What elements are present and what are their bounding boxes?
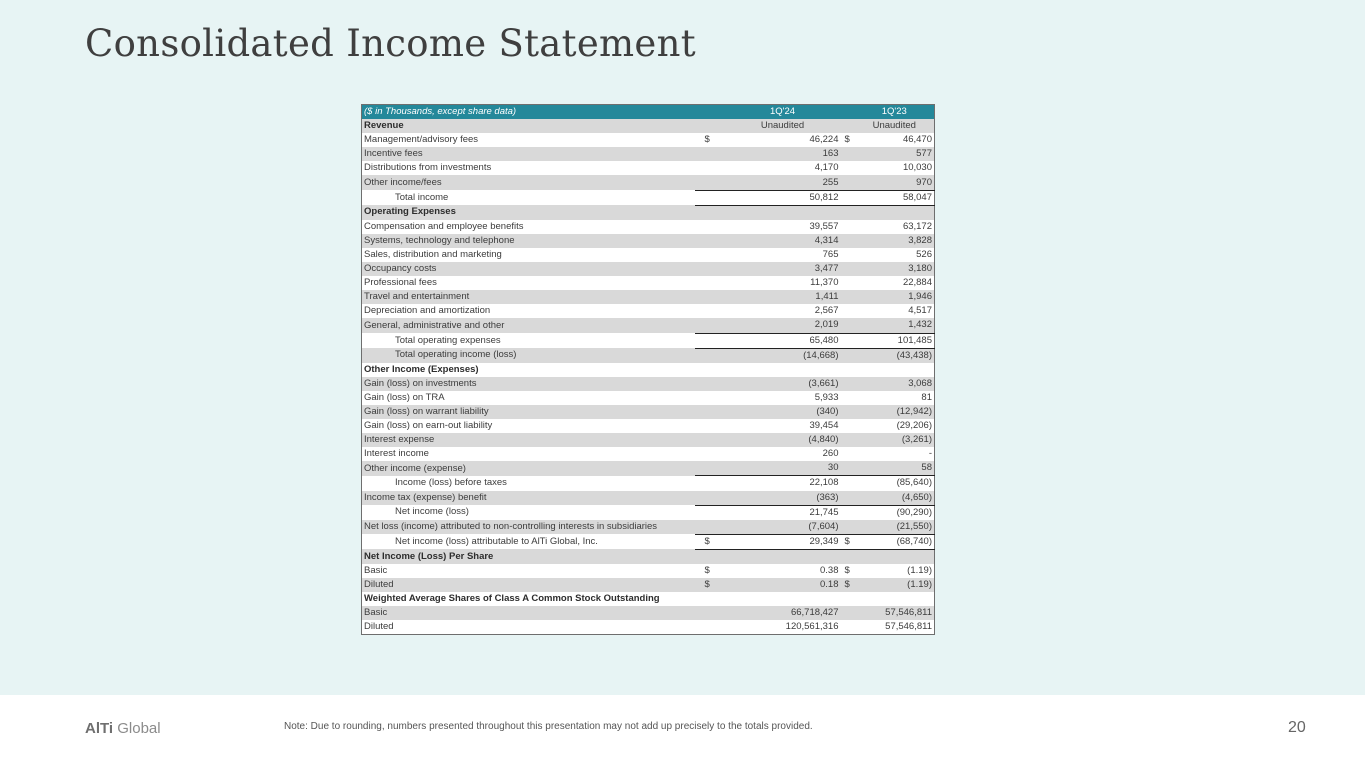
currency-symbol	[841, 147, 855, 161]
table-row	[362, 234, 935, 248]
currency-symbol	[695, 262, 725, 276]
currency-symbol	[841, 220, 855, 234]
currency-symbol	[841, 304, 855, 318]
value-1q24: (4,840)	[725, 433, 841, 447]
row-label: Gain (loss) on investments	[362, 377, 695, 391]
value-1q23: 46,470	[855, 133, 935, 147]
currency-symbol	[695, 333, 725, 348]
table-row	[362, 133, 935, 147]
currency-symbol	[695, 190, 725, 205]
value-1q23: (43,438)	[855, 348, 935, 363]
currency-symbol	[841, 391, 855, 405]
value-1q24: (3,661)	[725, 377, 841, 391]
currency-symbol	[695, 549, 725, 564]
row-label: Travel and entertainment	[362, 290, 695, 304]
value-1q23: 57,546,811	[855, 606, 935, 620]
brand-logo: AlTi Global	[85, 720, 161, 737]
table-row	[362, 276, 935, 290]
value-1q24: 2,567	[725, 304, 841, 318]
table-row	[362, 505, 935, 520]
section-header-row	[362, 205, 935, 220]
table-row	[362, 620, 935, 635]
currency-symbol	[695, 419, 725, 433]
value-1q23: (85,640)	[855, 476, 935, 491]
currency-symbol	[695, 234, 725, 248]
table-row	[362, 290, 935, 304]
table-row	[362, 304, 935, 318]
value-1q23	[855, 592, 935, 606]
table-row	[362, 461, 935, 476]
value-1q24: 4,314	[725, 234, 841, 248]
value-1q24: Unaudited	[725, 119, 841, 133]
value-1q23: 1,946	[855, 290, 935, 304]
value-1q24: 39,557	[725, 220, 841, 234]
currency-symbol	[841, 377, 855, 391]
value-1q24: 5,933	[725, 391, 841, 405]
row-label: Income (loss) before taxes	[362, 476, 695, 491]
value-1q24: 2,019	[725, 318, 841, 333]
value-1q23: 58	[855, 461, 935, 476]
value-1q24: 46,224	[725, 133, 841, 147]
currency-symbol	[841, 234, 855, 248]
row-label: Diluted	[362, 578, 695, 592]
value-1q23: 3,828	[855, 234, 935, 248]
value-1q23: (21,550)	[855, 520, 935, 535]
value-1q23: 577	[855, 147, 935, 161]
value-1q24: 21,745	[725, 505, 841, 520]
value-1q24: 11,370	[725, 276, 841, 290]
row-label: Sales, distribution and marketing	[362, 248, 695, 262]
currency-symbol	[841, 363, 855, 377]
row-label: Total income	[362, 190, 695, 205]
currency-symbol	[695, 147, 725, 161]
header-col-1q24: 1Q'24	[725, 105, 841, 120]
currency-symbol	[695, 276, 725, 290]
value-1q24: (363)	[725, 491, 841, 506]
value-1q23: 81	[855, 391, 935, 405]
value-1q23	[855, 549, 935, 564]
table-row	[362, 248, 935, 262]
currency-symbol	[841, 290, 855, 304]
table-row	[362, 564, 935, 578]
currency-symbol	[841, 606, 855, 620]
value-1q24: 120,561,316	[725, 620, 841, 635]
row-label: Interest expense	[362, 433, 695, 447]
income-statement-table	[361, 104, 935, 635]
table-row	[362, 405, 935, 419]
value-1q24: 3,477	[725, 262, 841, 276]
value-1q23: (3,261)	[855, 433, 935, 447]
currency-symbol	[841, 419, 855, 433]
table-row	[362, 391, 935, 405]
row-label: Other income (expense)	[362, 461, 695, 476]
currency-symbol	[841, 476, 855, 491]
table-row	[362, 175, 935, 190]
row-label: Basic	[362, 606, 695, 620]
value-1q24: (7,604)	[725, 520, 841, 535]
section-header-row	[362, 549, 935, 564]
currency-symbol	[841, 262, 855, 276]
value-1q24	[725, 549, 841, 564]
row-label: Gain (loss) on warrant liability	[362, 405, 695, 419]
value-1q24: 163	[725, 147, 841, 161]
currency-symbol	[841, 592, 855, 606]
currency-symbol: $	[695, 133, 725, 147]
value-1q24: 4,170	[725, 161, 841, 175]
value-1q23: 3,068	[855, 377, 935, 391]
row-label: Gain (loss) on earn-out liability	[362, 419, 695, 433]
currency-symbol	[841, 190, 855, 205]
value-1q23: (29,206)	[855, 419, 935, 433]
table-row	[362, 520, 935, 535]
value-1q24: 260	[725, 447, 841, 461]
currency-symbol	[695, 220, 725, 234]
row-label: Other Income (Expenses)	[362, 363, 695, 377]
section-header-row	[362, 119, 935, 133]
value-1q23: 63,172	[855, 220, 935, 234]
value-1q23: Unaudited	[855, 119, 935, 133]
row-label: Diluted	[362, 620, 695, 635]
currency-symbol	[695, 433, 725, 447]
table-row	[362, 318, 935, 333]
row-label: Distributions from investments	[362, 161, 695, 175]
value-1q23: -	[855, 447, 935, 461]
row-label: Operating Expenses	[362, 205, 695, 220]
footer	[0, 695, 1365, 768]
row-label: Total operating income (loss)	[362, 348, 695, 363]
row-label: Depreciation and amortization	[362, 304, 695, 318]
currency-symbol	[841, 161, 855, 175]
value-1q24: 30	[725, 461, 841, 476]
value-1q23: (1.19)	[855, 564, 935, 578]
row-label: Income tax (expense) benefit	[362, 491, 695, 506]
currency-symbol	[841, 405, 855, 419]
currency-symbol	[841, 549, 855, 564]
currency-symbol	[841, 433, 855, 447]
row-label: Net Income (Loss) Per Share	[362, 549, 695, 564]
value-1q23	[855, 363, 935, 377]
currency-symbol: $	[841, 534, 855, 549]
currency-symbol	[841, 119, 855, 133]
section-header-row	[362, 592, 935, 606]
table-row	[362, 190, 935, 205]
currency-symbol	[695, 205, 725, 220]
currency-symbol	[695, 175, 725, 190]
table-row	[362, 606, 935, 620]
row-label: Net loss (income) attributed to non-controlling interests in subsidiaries	[362, 520, 695, 535]
currency-symbol	[695, 405, 725, 419]
row-label: Systems, technology and telephone	[362, 234, 695, 248]
currency-symbol	[695, 491, 725, 506]
table-row	[362, 491, 935, 506]
currency-symbol	[841, 333, 855, 348]
currency-symbol: $	[841, 564, 855, 578]
currency-symbol	[695, 505, 725, 520]
table-body	[362, 119, 935, 635]
value-1q24: 66,718,427	[725, 606, 841, 620]
row-label: Incentive fees	[362, 147, 695, 161]
table-row	[362, 476, 935, 491]
value-1q23: (1.19)	[855, 578, 935, 592]
value-1q24: (340)	[725, 405, 841, 419]
value-1q24: 0.18	[725, 578, 841, 592]
table-row	[362, 348, 935, 363]
value-1q23: (68,740)	[855, 534, 935, 549]
value-1q24: 0.38	[725, 564, 841, 578]
currency-symbol	[695, 304, 725, 318]
row-label: Net income (loss) attributable to AlTi Global, Inc.	[362, 534, 695, 549]
table-row	[362, 578, 935, 592]
currency-symbol	[695, 318, 725, 333]
currency-symbol: $	[841, 133, 855, 147]
currency-symbol	[695, 606, 725, 620]
currency-symbol	[695, 391, 725, 405]
row-label: General, administrative and other	[362, 318, 695, 333]
table-row	[362, 220, 935, 234]
value-1q24: 1,411	[725, 290, 841, 304]
row-label: Management/advisory fees	[362, 133, 695, 147]
value-1q23: 58,047	[855, 190, 935, 205]
row-label: Total operating expenses	[362, 333, 695, 348]
currency-symbol	[695, 119, 725, 133]
currency-symbol	[695, 290, 725, 304]
row-label: Weighted Average Shares of Class A Common Stock Outstanding	[362, 592, 695, 606]
table-row	[362, 333, 935, 348]
value-1q24: (14,668)	[725, 348, 841, 363]
value-1q23: 1,432	[855, 318, 935, 333]
value-1q24: 39,454	[725, 419, 841, 433]
row-label: Revenue	[362, 119, 695, 133]
row-label: Interest income	[362, 447, 695, 461]
value-1q23: (4,650)	[855, 491, 935, 506]
page-number: 20	[1288, 719, 1306, 736]
currency-symbol	[841, 620, 855, 635]
currency-symbol	[841, 318, 855, 333]
value-1q23: 57,546,811	[855, 620, 935, 635]
table-row	[362, 433, 935, 447]
currency-symbol: $	[841, 578, 855, 592]
currency-symbol	[841, 461, 855, 476]
currency-symbol	[695, 161, 725, 175]
currency-symbol	[841, 276, 855, 290]
currency-symbol	[841, 248, 855, 262]
table-row	[362, 161, 935, 175]
header-col-1q23: 1Q'23	[855, 105, 935, 120]
currency-symbol	[695, 363, 725, 377]
row-label: Compensation and employee benefits	[362, 220, 695, 234]
currency-symbol	[695, 520, 725, 535]
currency-symbol	[841, 447, 855, 461]
value-1q24	[725, 363, 841, 377]
value-1q23: (12,942)	[855, 405, 935, 419]
currency-symbol	[695, 248, 725, 262]
value-1q23: 101,485	[855, 333, 935, 348]
row-label: Occupancy costs	[362, 262, 695, 276]
value-1q24: 765	[725, 248, 841, 262]
value-1q23: 3,180	[855, 262, 935, 276]
table-row	[362, 262, 935, 276]
value-1q24: 29,349	[725, 534, 841, 549]
page-title: Consolidated Income Statement	[85, 22, 696, 65]
currency-symbol	[841, 205, 855, 220]
value-1q23: 22,884	[855, 276, 935, 290]
currency-symbol: $	[695, 534, 725, 549]
rounding-note: Note: Due to rounding, numbers presented throughout this presentation may not add up precisely to the totals provided.	[284, 721, 813, 732]
currency-symbol	[695, 461, 725, 476]
row-label: Professional fees	[362, 276, 695, 290]
currency-symbol	[695, 377, 725, 391]
value-1q23: 526	[855, 248, 935, 262]
table-row	[362, 419, 935, 433]
table-row	[362, 447, 935, 461]
row-label: Basic	[362, 564, 695, 578]
currency-symbol	[695, 592, 725, 606]
row-label: Net income (loss)	[362, 505, 695, 520]
currency-symbol: $	[695, 564, 725, 578]
value-1q24	[725, 592, 841, 606]
value-1q24: 65,480	[725, 333, 841, 348]
currency-symbol	[695, 447, 725, 461]
currency-symbol	[695, 620, 725, 635]
currency-symbol	[695, 476, 725, 491]
header-units-label: ($ in Thousands, except share data)	[362, 105, 695, 120]
currency-symbol: $	[695, 578, 725, 592]
table-row	[362, 534, 935, 549]
currency-symbol	[841, 491, 855, 506]
value-1q23: 970	[855, 175, 935, 190]
value-1q23: 4,517	[855, 304, 935, 318]
value-1q23: 10,030	[855, 161, 935, 175]
value-1q24: 50,812	[725, 190, 841, 205]
currency-symbol	[841, 505, 855, 520]
currency-symbol	[841, 520, 855, 535]
table-row	[362, 377, 935, 391]
row-label: Gain (loss) on TRA	[362, 391, 695, 405]
table-header-row	[362, 105, 935, 120]
section-header-row	[362, 363, 935, 377]
value-1q24: 22,108	[725, 476, 841, 491]
value-1q24: 255	[725, 175, 841, 190]
value-1q23: (90,290)	[855, 505, 935, 520]
table-row	[362, 147, 935, 161]
value-1q24	[725, 205, 841, 220]
currency-symbol	[695, 348, 725, 363]
currency-symbol	[841, 175, 855, 190]
row-label: Other income/fees	[362, 175, 695, 190]
currency-symbol	[841, 348, 855, 363]
value-1q23	[855, 205, 935, 220]
